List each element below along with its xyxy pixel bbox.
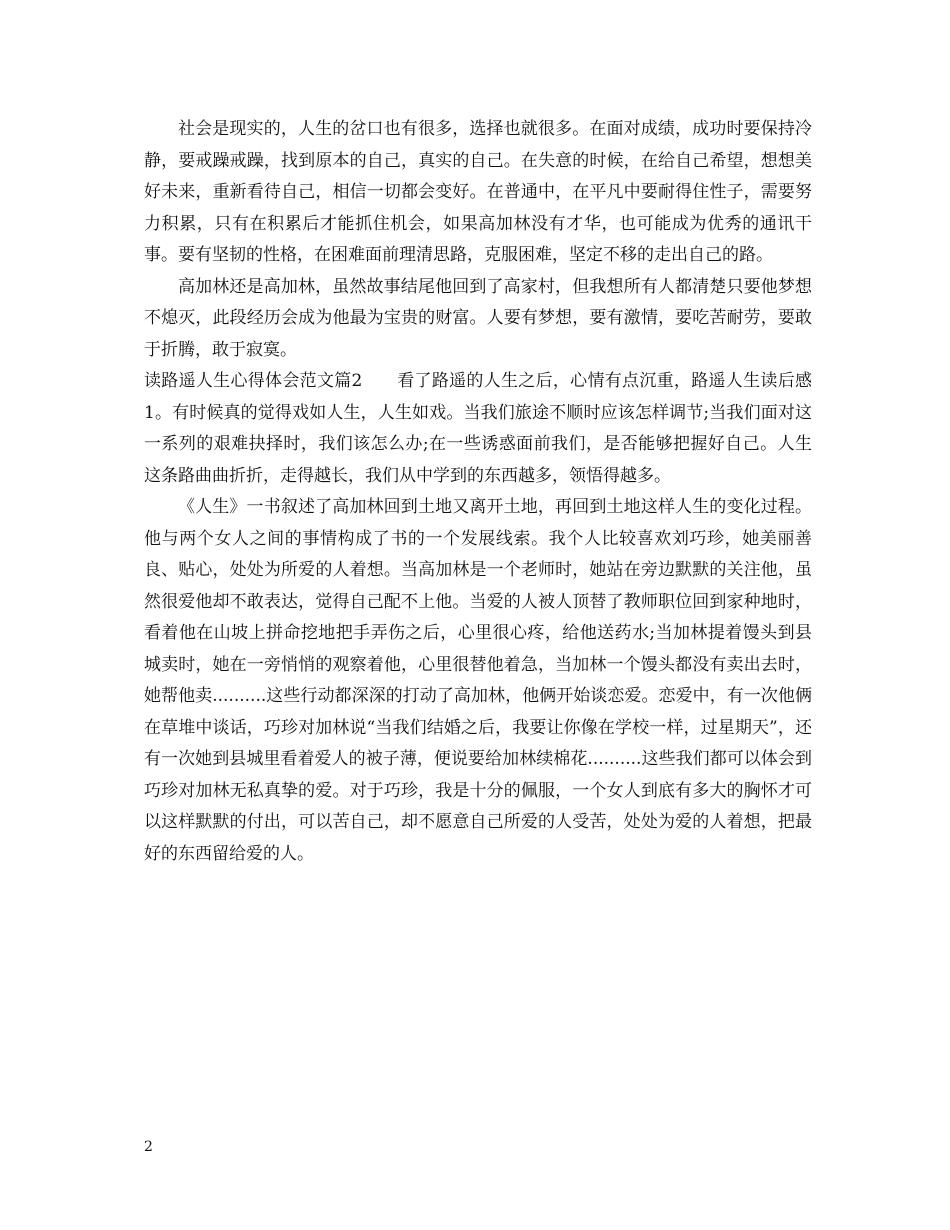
paragraph-life-book-summary: 《人生》一书叙述了高加林回到土地又离开土地，再回到土地这样人生的变化过程。他与两个女人之间的事情构成了书的一个发展线索。我个人比较喜欢刘巧珍，她美丽善良、贴心，处处为所爱的人着想。当高加林是一个老师时，她站在旁边默默的关注他，虽然很爱他却不敢表达，觉得自己配不上他。当爱的人被人顶替了教师职位回到家种地时，看着他在山坡上拼命挖地把手弄伤之后，心里很心疼，给他送药水;当加林提着馒头到县城卖时，她在一旁悄悄的观察着他，心里很替他着急，当加林一个馒头都没有卖出去时，她帮他卖..........这些行动都深深的打动了高加林，他俩开始谈恋爱。恋爱中，有一次他俩在草堆中谈话，巧珍对加林说“当我们结婚之后，我要让你像在学校一样，过星期天”，还有一次她到县城里看着爱人的被子薄，便说要给加林续棉花..........这些我们都可以体会到巧珍对加林无私真挚的爱。对于巧珍，我是十分的佩服，一个女人到底有多大的胸怀才可以这样默默的付出，可以苦自己，却不愿意自己所爱的人受苦，处处为爱的人着想，把最好的东西留给爱的人。 [144, 497, 812, 864]
document-body [144, 114, 812, 870]
paragraph-gao-jialin: 高加林还是高加林，虽然故事结尾他回到了高家村，但我想所有人都清楚只要他梦想不熄灭，此段经历会成为他最为宝贵的财富。人要有梦想，要有激情，要吃苦耐劳，要敢于折腾，敢于寂寞。 [144, 276, 812, 360]
page-number: 2 [144, 1139, 153, 1155]
paragraph-essay-heading: 读路遥人生心得体会范文篇2 看了路遥的人生之后，心情有点沉重，路遥人生读后感1。有时候真的觉得戏如人生，人生如戏。当我们旅途不顺时应该怎样调节;当我们面对这一系列的艰难抉择时，我们该怎么办;在一些诱惑面前我们，是否能够把握好自己。人生这条路曲曲折折，走得越长，我们从中学到的东西越多，领悟得越多。 [144, 371, 812, 486]
paragraph-society-reality: 社会是现实的，人生的岔口也有很多，选择也就很多。在面对成绩，成功时要保持冷静，要戒躁戒躁，找到原本的自己，真实的自己。在失意的时候，在给自己希望，想想美好未来，重新看待自己，相信一切都会变好。在普通中，在平凡中要耐得住性子，需要努力积累，只有在积累后才能抓住机会，如果高加林没有才华，也可能成为优秀的通讯干事。要有坚韧的性格，在困难面前理清思路，克服困难，坚定不移的走出自己的路。 [144, 119, 812, 265]
